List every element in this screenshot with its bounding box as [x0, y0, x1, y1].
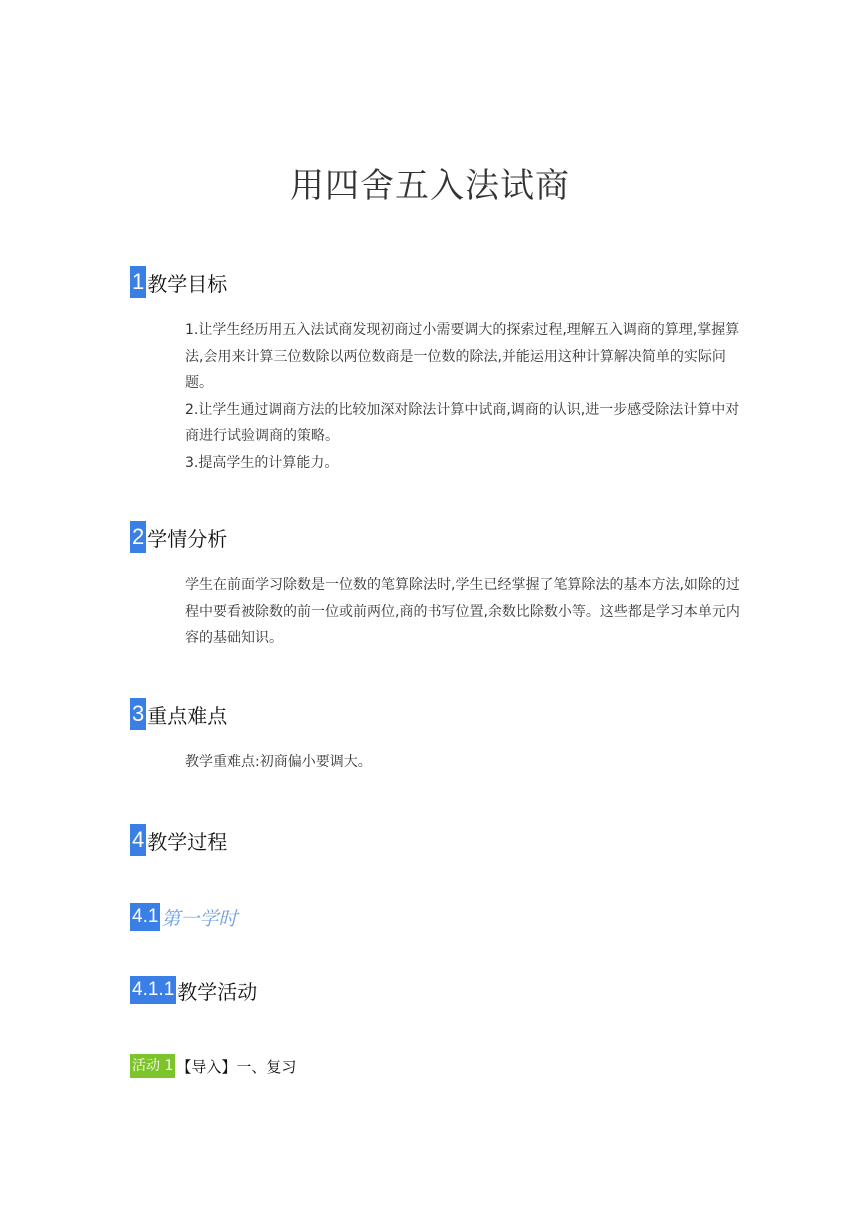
paragraph: 学生在前面学习除数是一位数的笔算除法时,学生已经掌握了笔算除法的基本方法,如除的过程中要看被除数的前一位或前两位,商的书写位置,余数比除数小等。这些都是学习本单元内容的基础知识。	[185, 577, 740, 646]
subsection-heading-text: 教学活动	[177, 979, 258, 1004]
paragraph: 3.提高学生的计算能力。	[185, 454, 339, 471]
section-heading-text: 教学过程	[147, 829, 228, 854]
subsection-number-badge: 4.1.1	[130, 976, 176, 1004]
section-number-badge: 3	[130, 698, 146, 730]
activity-line	[130, 1054, 296, 1078]
section-heading-4	[130, 824, 227, 856]
paragraph: 1.让学生经历用五入法试商发现初商过小需要调大的探索过程,理解五入调商的算理,掌握算法,会用来计算三位数除以两位数商是一位数的除法,并能运用这种计算解决简单的实际问题。	[185, 322, 740, 391]
section-heading-1	[130, 266, 227, 298]
section-heading-2	[130, 521, 227, 553]
activity-badge: 活动 1	[130, 1054, 175, 1078]
section-heading-text: 重点难点	[147, 703, 228, 728]
section-body-1	[185, 317, 745, 476]
subsection-number-badge: 4.1	[130, 903, 160, 931]
section-heading-3	[130, 698, 227, 730]
section-heading-text: 学情分析	[147, 526, 228, 551]
activity-text: 【导入】一、复习	[176, 1057, 297, 1076]
section-number-badge: 4	[130, 824, 146, 856]
paragraph: 2.让学生通过调商方法的比较加深对除法计算中试商,调商的认识,进一步感受除法计算中对商进行试验调商的策略。	[185, 401, 740, 444]
subsection-heading-4-1	[130, 901, 237, 933]
section-number-badge: 1	[130, 266, 146, 298]
section-body-2	[185, 572, 745, 652]
document-title: 用四舍五入法试商	[290, 166, 570, 206]
section-number-badge: 2	[130, 521, 146, 553]
subsection-heading-4-1-1	[130, 974, 257, 1006]
section-body-3	[185, 749, 745, 776]
paragraph: 教学重难点:初商偏小要调大。	[185, 754, 372, 770]
subsection-heading-text: 第一学时	[161, 907, 238, 930]
section-heading-text: 教学目标	[147, 271, 228, 296]
